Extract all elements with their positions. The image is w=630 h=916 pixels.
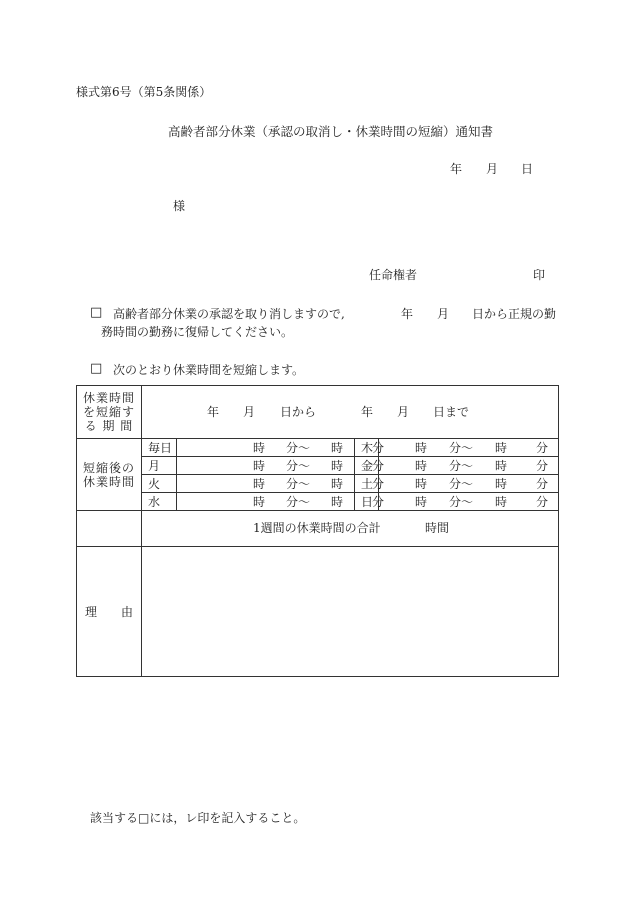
time-slot[interactable] <box>379 493 559 511</box>
shorten-checkbox[interactable]: □ <box>90 361 103 376</box>
minute-from-unit: 分〜 <box>286 441 311 455</box>
minute-unit: 分 <box>536 459 549 473</box>
revoke-text: 高齢者部分休業の承認を取り消しますので, <box>113 307 345 321</box>
time-row <box>77 439 559 457</box>
shortened-label-line: 短縮後の <box>82 460 135 475</box>
shorten-text: 次のとおり休業時間を短縮します。 <box>113 363 305 377</box>
shortened-label-line: 休業時間 <box>82 474 135 489</box>
day-label: 毎日 <box>142 439 177 457</box>
addressee-suffix: 様 <box>173 199 186 213</box>
revoke-year-label: 年 <box>401 307 414 321</box>
to-year-label: 年 <box>361 405 374 419</box>
revoke-month-label: 月 <box>437 307 450 321</box>
time-slot[interactable] <box>177 457 385 475</box>
minute-unit: 分 <box>372 477 385 491</box>
minute-from-unit: 分〜 <box>449 495 474 509</box>
period-label-line: る 期 間 <box>84 419 134 433</box>
minute-unit: 分 <box>372 459 385 473</box>
from-day-label: 日から <box>280 405 317 419</box>
hour-unit: 時 <box>253 477 266 491</box>
day-label: 木 <box>355 439 379 457</box>
minute-from-unit: 分〜 <box>449 459 474 473</box>
hour-unit: 時 <box>415 495 428 509</box>
day-label: 月 <box>142 457 177 475</box>
minute-from-unit: 分〜 <box>286 477 311 491</box>
time-slot[interactable] <box>379 457 559 475</box>
period-label-line: を短縮す <box>82 405 135 419</box>
revoke-day-text: 日から正規の勤 <box>472 307 557 321</box>
minute-unit: 分 <box>536 477 549 491</box>
shortened-label-cell <box>77 439 142 511</box>
from-year-label: 年 <box>207 405 220 419</box>
document-title: 高齢者部分休業（承認の取消し・休業時間の短縮）通知書 <box>168 124 494 139</box>
minute-unit: 分 <box>372 441 385 455</box>
date-day-label: 日 <box>521 162 534 176</box>
to-day-label: 日まで <box>433 405 470 419</box>
minute-unit: 分 <box>372 495 385 509</box>
period-row <box>77 386 559 439</box>
weekly-total-label: 1週間の休業時間の合計 <box>253 521 381 535</box>
time-row <box>77 475 559 493</box>
to-month-label: 月 <box>397 405 410 419</box>
minute-from-unit: 分〜 <box>286 495 311 509</box>
hour-unit: 時 <box>253 459 266 473</box>
hour-unit: 時 <box>415 477 428 491</box>
minute-unit: 分 <box>536 495 549 509</box>
hour-unit: 時 <box>495 441 508 455</box>
minute-unit: 分 <box>536 441 549 455</box>
authority-label: 任命権者 <box>369 268 418 282</box>
time-slot[interactable] <box>177 493 385 511</box>
period-label-line: 休業時間 <box>82 391 135 405</box>
shortened-label-cell-tail <box>77 511 142 547</box>
hour-unit: 時 <box>495 495 508 509</box>
date-year-label: 年 <box>450 162 463 176</box>
form-number: 様式第6号（第5条関係） <box>76 85 212 99</box>
time-slot[interactable] <box>177 439 385 457</box>
reason-row <box>77 547 559 677</box>
hour-unit: 時 <box>495 459 508 473</box>
reason-label: 理 由 <box>77 547 142 677</box>
time-slot[interactable] <box>379 475 559 493</box>
seal-label: 印 <box>533 268 546 282</box>
footer-note: 該当する□には，レ印を記入すること。 <box>90 811 306 825</box>
hour-unit: 時 <box>331 477 344 491</box>
day-label: 金 <box>355 457 379 475</box>
date-month-label: 月 <box>486 162 499 176</box>
hour-unit: 時 <box>253 495 266 509</box>
day-label: 土 <box>355 475 379 493</box>
weekly-total-row <box>77 511 559 547</box>
hour-unit: 時 <box>415 441 428 455</box>
reason-field[interactable] <box>142 547 559 677</box>
weekly-total-cell[interactable] <box>142 511 559 547</box>
hour-unit: 時 <box>331 441 344 455</box>
hour-unit: 時 <box>495 477 508 491</box>
hour-unit: 時 <box>331 459 344 473</box>
day-label: 火 <box>142 475 177 493</box>
time-slot[interactable] <box>177 475 385 493</box>
day-label: 日 <box>355 493 379 511</box>
minute-from-unit: 分〜 <box>449 441 474 455</box>
minute-from-unit: 分〜 <box>449 477 474 491</box>
time-slot[interactable] <box>379 439 559 457</box>
day-label: 水 <box>142 493 177 511</box>
weekly-total-unit: 時間 <box>425 521 450 535</box>
from-month-label: 月 <box>243 405 256 419</box>
hour-unit: 時 <box>253 441 266 455</box>
time-row <box>77 457 559 475</box>
hour-unit: 時 <box>331 495 344 509</box>
shortening-table <box>76 385 559 677</box>
period-value-cell[interactable] <box>142 386 559 439</box>
revoke-checkbox[interactable]: □ <box>90 305 103 320</box>
revoke-text-line2: 務時間の勤務に復帰してください。 <box>101 325 294 339</box>
minute-from-unit: 分〜 <box>286 459 311 473</box>
period-label-cell <box>77 386 142 439</box>
hour-unit: 時 <box>415 459 428 473</box>
time-row <box>77 493 559 511</box>
